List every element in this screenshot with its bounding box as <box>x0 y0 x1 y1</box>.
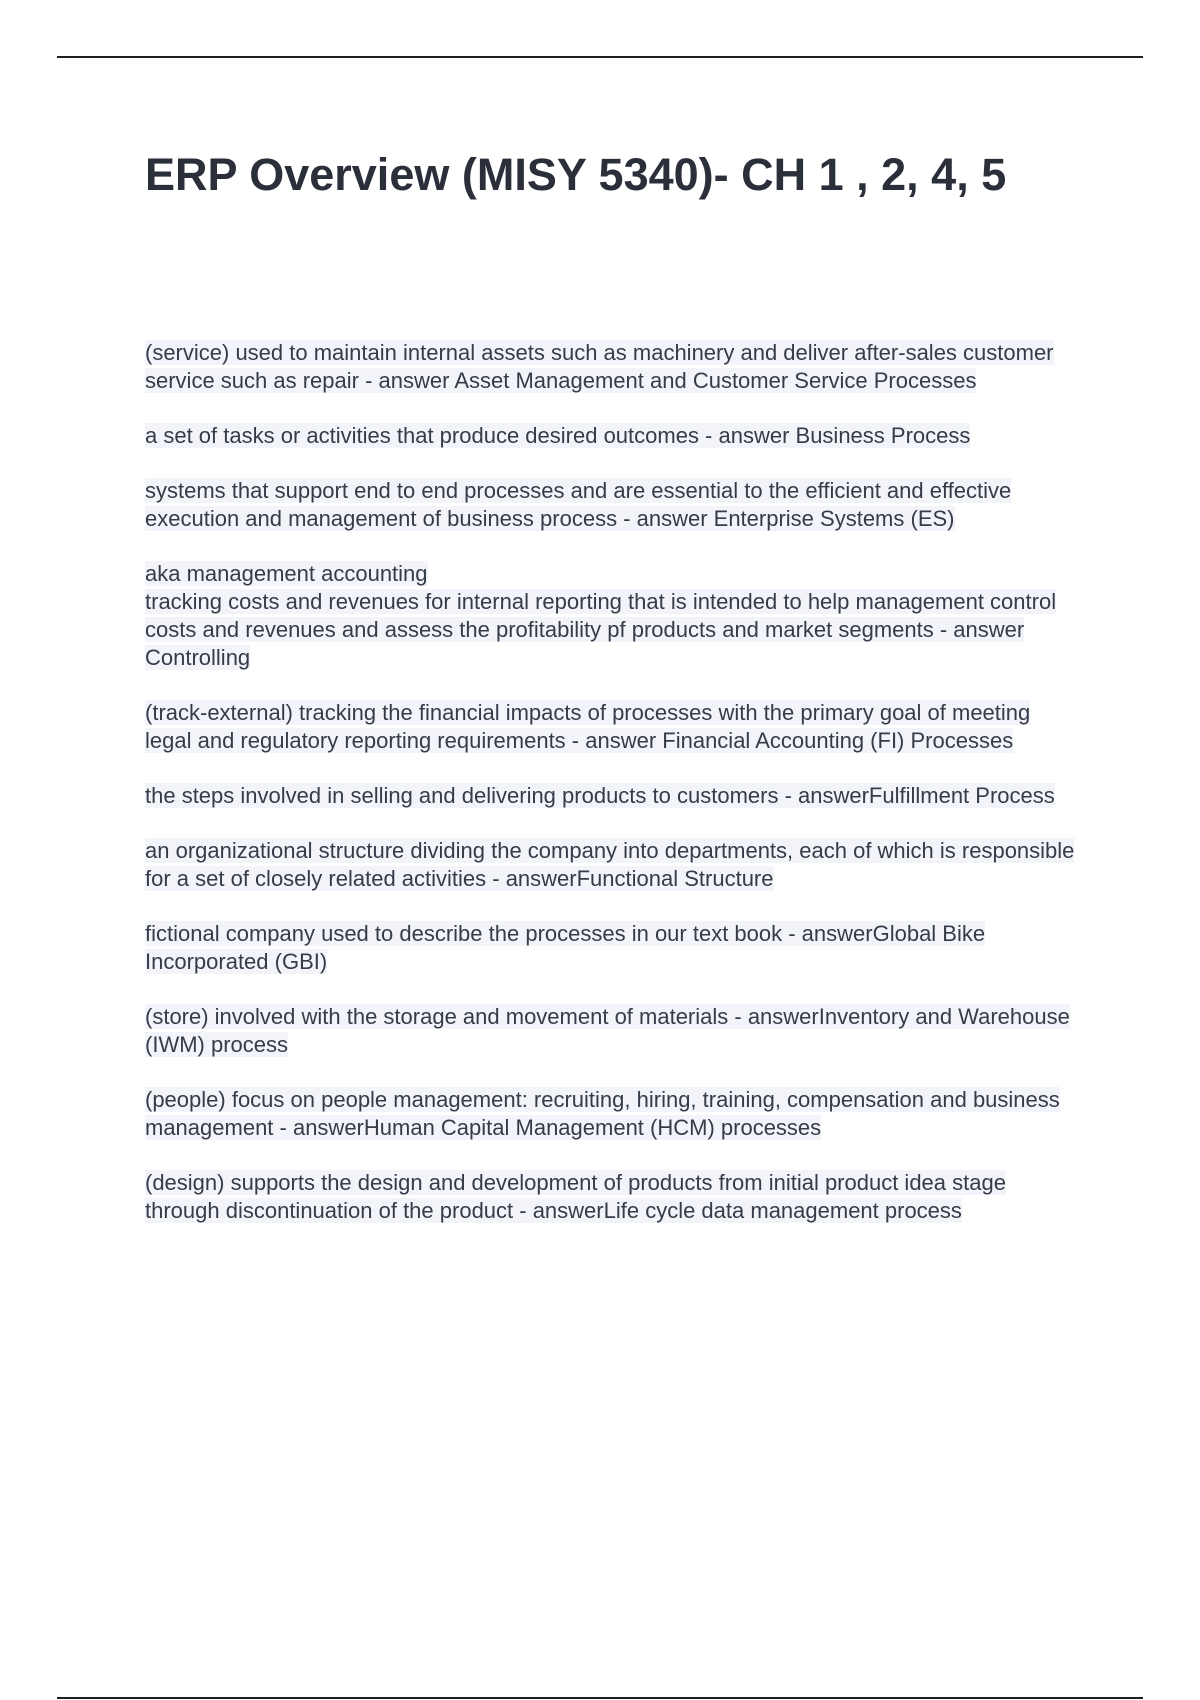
flashcard-entry <box>145 837 1080 893</box>
flashcard-entry <box>145 1086 1080 1142</box>
flashcard-line <box>145 422 1080 450</box>
flashcard-text: (service) used to maintain internal assets such as machinery and deliver after-sales customer service such as repair - answer Asset Management and Customer Service Processes <box>145 340 1054 393</box>
flashcard-text: a set of tasks or activities that produce desired outcomes - answer Business Process <box>145 423 971 448</box>
flashcard-entry <box>145 560 1080 672</box>
flashcard-entry <box>145 477 1080 533</box>
bottom-rule <box>57 1697 1143 1699</box>
flashcard-list <box>145 339 1080 1252</box>
flashcard-entry <box>145 782 1080 810</box>
flashcard-text: tracking costs and revenues for internal reporting that is intended to help management control costs and revenues and assess the profitability pf products and market segments - answer Controlling <box>145 589 1057 670</box>
flashcard-text: (track-external) tracking the financial impacts of processes with the primary goal of meeting legal and regulatory reporting requirements - answer Financial Accounting (FI) Processes <box>145 700 1031 753</box>
flashcard-entry <box>145 339 1080 395</box>
flashcard-line <box>145 699 1080 755</box>
top-rule <box>57 56 1143 58</box>
flashcard-text: an organizational structure dividing the company into departments, each of which is responsible for a set of closely related activities - answerFunctional Structure <box>145 838 1075 891</box>
flashcard-line <box>145 1003 1080 1059</box>
page-title: ERP Overview (MISY 5340)- CH 1 , 2, 4, 5 <box>145 149 1007 200</box>
flashcard-line <box>145 477 1080 533</box>
flashcard-entry <box>145 699 1080 755</box>
flashcard-entry <box>145 920 1080 976</box>
flashcard-line <box>145 339 1080 395</box>
flashcard-line <box>145 1086 1080 1142</box>
flashcard-line <box>145 920 1080 976</box>
flashcard-text: systems that support end to end processes and are essential to the efficient and effective execution and management of business process - answer Enterprise Systems (ES) <box>145 478 1012 531</box>
flashcard-text: (people) focus on people management: recruiting, hiring, training, compensation and business management - answerHuman Capital Management (HCM) processes <box>145 1087 1060 1140</box>
flashcard-entry <box>145 1003 1080 1059</box>
flashcard-text: (design) supports the design and development of products from initial product idea stage through discontinuation of the product - answerLife cycle data management process <box>145 1170 1006 1223</box>
flashcard-line <box>145 588 1080 672</box>
flashcard-line <box>145 1169 1080 1225</box>
flashcard-line <box>145 837 1080 893</box>
flashcard-text: aka management accounting <box>145 561 428 586</box>
flashcard-line <box>145 560 1080 588</box>
flashcard-entry <box>145 422 1080 450</box>
flashcard-text: the steps involved in selling and delivering products to customers - answerFulfillment Process <box>145 783 1055 808</box>
flashcard-text: fictional company used to describe the processes in our text book - answerGlobal Bike Incorporated (GBI) <box>145 921 986 974</box>
flashcard-line <box>145 782 1080 810</box>
flashcard-text: (store) involved with the storage and movement of materials - answerInventory and Warehouse (IWM) process <box>145 1004 1070 1057</box>
flashcard-entry <box>145 1169 1080 1225</box>
